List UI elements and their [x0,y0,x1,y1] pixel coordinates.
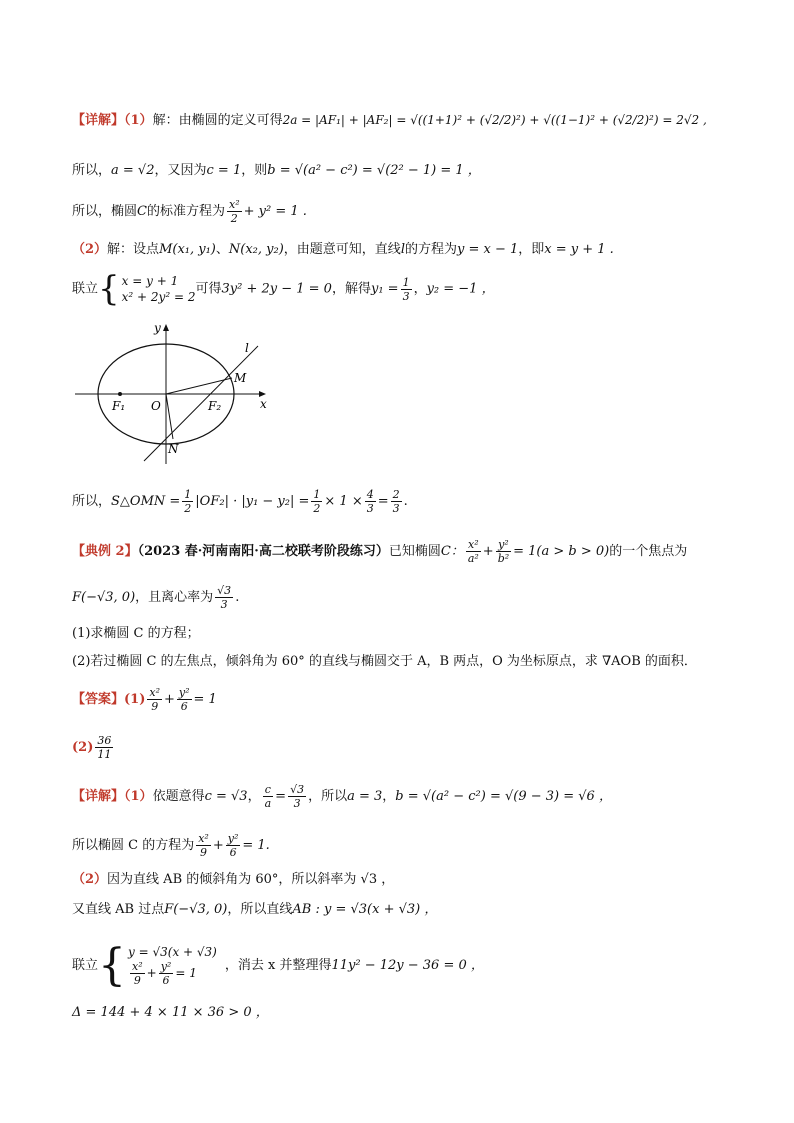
denominator: 6 [162,974,170,987]
text: ，即 [518,242,545,257]
var: C [137,204,147,219]
text: ，所以 [308,789,348,804]
detail-line-1 [72,110,707,131]
detail-tag: 【详解】 [72,113,125,128]
formula: = [275,789,287,804]
denominator: 9 [151,700,159,713]
equation: x = y + 1 [121,274,179,288]
denominator: 9 [200,846,208,859]
text: 又直线 AB 过点 [72,902,165,917]
text: . [235,590,240,605]
part-label: （2） [72,872,108,887]
text: 所以，椭圆 [72,204,138,219]
formula: x = y + 1 . [544,242,614,257]
formula: a = 3 [347,789,383,804]
var: l [400,242,405,257]
formula: y₁ = [370,281,399,297]
equation [128,960,217,987]
numerator: y² [498,538,509,551]
question-text: 求椭圆 C 的方程； [90,626,200,641]
focus-f1-dot [118,392,122,396]
numerator: 1 [402,275,410,289]
fraction [215,584,233,611]
question-1 [72,624,200,644]
source: （2023 春·河南南阳·高二校联考阶段练习） [137,544,389,559]
answer-label: (2) [72,740,94,755]
fraction [130,960,145,987]
detail2-line-3 [72,870,394,890]
numerator: x² [228,198,240,211]
fraction [177,686,192,713]
formula: = 1(a > b > 0) [513,544,610,559]
detail-line-6 [72,488,408,515]
detail-line-2 [72,161,481,181]
formula: a = √2 [111,163,155,178]
ellipse-figure [70,316,280,466]
formula: S△OMN = [111,494,181,509]
fraction [159,960,174,987]
text: 因为直线 AB 的倾斜角为 60°，所以斜率为 √3 ， [107,872,395,887]
formula: c = 1 [206,163,242,178]
answer-tag: 【答案】 [72,692,125,707]
y-arrow [163,324,169,331]
numerator: y² [178,686,190,699]
text: 的一个焦点为 [609,544,688,559]
label-l: l [245,341,249,355]
fraction [288,783,306,810]
fraction [226,832,241,859]
fraction [391,488,402,515]
detail-tag: 【详解】 [72,789,125,804]
label-o: O [151,399,161,413]
label-x: x [260,397,267,411]
denominator: 11 [97,748,112,761]
fraction [401,276,412,303]
var: C： [440,544,464,559]
formula: M(x₁, y₁) [159,242,216,257]
numerator: 2 [392,488,400,501]
numerator: c [264,783,271,796]
formula: = 1 [175,966,197,980]
formula: = [377,494,389,509]
formula: 2a = |AF₁| + |AF₂| = √((1+1)² + (√2/2)²) + √((1−1)² + (√2/2)²) = 2√2 , [282,113,707,127]
text: ，又因为 [154,163,207,178]
text: 的标准方程为 [146,204,225,219]
detail2-line-1 [72,783,612,810]
fraction [182,488,193,515]
formula: + [212,838,224,853]
detail-line-5 [72,269,495,309]
denominator: a² [467,552,479,565]
detail2-line-2 [72,832,270,859]
question-text: 若过椭圆 C 的左焦点，倾斜角为 60° 的直线与椭圆交于 A，B 两点，O 为坐标原点，求 ∇AOB 的面积． [90,654,697,669]
label-f2: F₂ [208,399,222,413]
example-tag: 【典例 2】 [72,544,138,559]
text: 可得 [195,281,222,297]
denominator: 9 [133,974,141,987]
line-l [144,346,258,461]
numerator: x² [198,832,209,845]
fraction [311,488,322,515]
text: 解：由椭圆的定义可得 [152,113,283,128]
part-label: （1） [124,789,153,804]
text: 所以椭圆 C 的方程为 [72,838,195,853]
equation: x² + 2y² = 2 [121,290,196,304]
text: 依题意得 [152,789,205,804]
label-n: N [168,442,179,456]
numerator: 1 [184,488,192,501]
text: . [403,494,408,509]
detail2-line-5 [72,939,484,991]
text: 所以， [72,163,112,178]
formula: b = √(a² − c²) = √(2² − 1) = 1 ， [267,163,481,178]
detail2-line-6 [72,1003,269,1023]
numerator: √3 [217,584,232,597]
formula: F(−√3, 0) [72,590,136,605]
text: ， [382,789,396,804]
denominator: 2 [184,502,192,515]
denominator: 3 [220,598,228,611]
formula: y = x − 1 [457,242,519,257]
denominator: 6 [180,700,188,713]
fraction [95,734,113,761]
fraction [466,538,481,565]
text: 已知椭圆 [388,544,441,559]
equation: y = √3(x + √3) [128,945,217,959]
text: ， [413,281,427,297]
example-2-line-2 [72,584,239,611]
text: ，所以直线 [227,902,293,917]
formula: + [482,544,494,559]
numerator: y² [160,960,172,973]
numerator: x² [149,686,160,699]
text: ，解得 [331,281,371,297]
formula: + y² = 1 . [243,204,307,219]
question-label: (2) [72,654,91,669]
fraction [263,783,274,810]
fraction [365,488,376,515]
formula: 3y² + 2y − 1 = 0 [221,281,332,297]
formula: Δ = 144 + 4 × 11 × 36 > 0 ， [72,1005,269,1020]
text: ，且离心率为 [135,590,214,605]
part-label: （1） [124,113,153,128]
numerator: √3 [290,783,305,796]
fraction [227,198,242,225]
part-label: （2） [72,242,108,257]
denominator: 3 [392,502,400,515]
formula: × 1 × [324,494,363,509]
text: 联立 [72,281,99,297]
text: ，由题意可知，直线 [283,242,401,257]
segment-on [166,394,173,439]
formula: F(−√3, 0) [164,902,228,917]
numerator: 36 [97,734,112,747]
numerator: 1 [313,488,321,501]
formula: c = √3 [204,789,248,804]
denominator: 2 [230,212,238,225]
denominator: b² [497,552,510,565]
formula: b = √(a² − c²) = √(9 − 3) = √6 ， [395,789,612,804]
equation-system [122,273,196,305]
brace: { [98,939,127,991]
fraction [196,832,211,859]
answer-1 [72,686,217,713]
numerator: 4 [366,488,374,501]
text: 的方程为 [404,242,457,257]
answer-2 [72,734,115,761]
text: ， [247,789,261,804]
text: ，则 [241,163,268,178]
detail-line-3 [72,198,307,225]
denominator: 3 [366,502,374,515]
formula: AB : y = √3(x + √3) ， [292,902,438,917]
text: ，消去 x 并整理得 [224,958,332,973]
question-2 [72,652,697,672]
denominator: a [264,797,272,810]
example-2-line-1 [72,538,687,565]
formula: = 1. [242,838,270,853]
text: 联立 [72,958,99,973]
numerator: x² [132,960,143,973]
fraction [147,686,162,713]
label-m: M [234,371,247,385]
denominator: 3 [402,289,410,303]
denominator: 6 [229,846,237,859]
formula: 11y² − 12y − 36 = 0 ， [331,958,484,973]
formula: N(x₂, y₂) [228,242,284,257]
equation-system [128,944,217,987]
label-f1: F₁ [112,399,126,413]
brace: { [98,269,120,309]
formula: + [146,966,157,980]
text: 解：设点 [107,242,160,257]
denominator: 3 [293,797,301,810]
label-y: y [154,321,161,335]
numerator: y² [227,832,239,845]
detail-line-4 [72,240,614,260]
segment-om [166,378,232,394]
fraction [496,538,511,565]
detail2-line-4 [72,900,437,920]
formula: |OF₂| · |y₁ − y₂| = [195,494,310,509]
formula: y₂ = −1 ， [426,281,495,297]
numerator: x² [467,538,479,551]
text: 所以， [72,494,112,509]
formula: = 1 [193,692,217,707]
text: 、 [215,242,229,257]
question-label: (1) [72,626,91,641]
formula: + [164,692,175,707]
answer-label: (1) [124,692,146,707]
denominator: 2 [313,502,321,515]
